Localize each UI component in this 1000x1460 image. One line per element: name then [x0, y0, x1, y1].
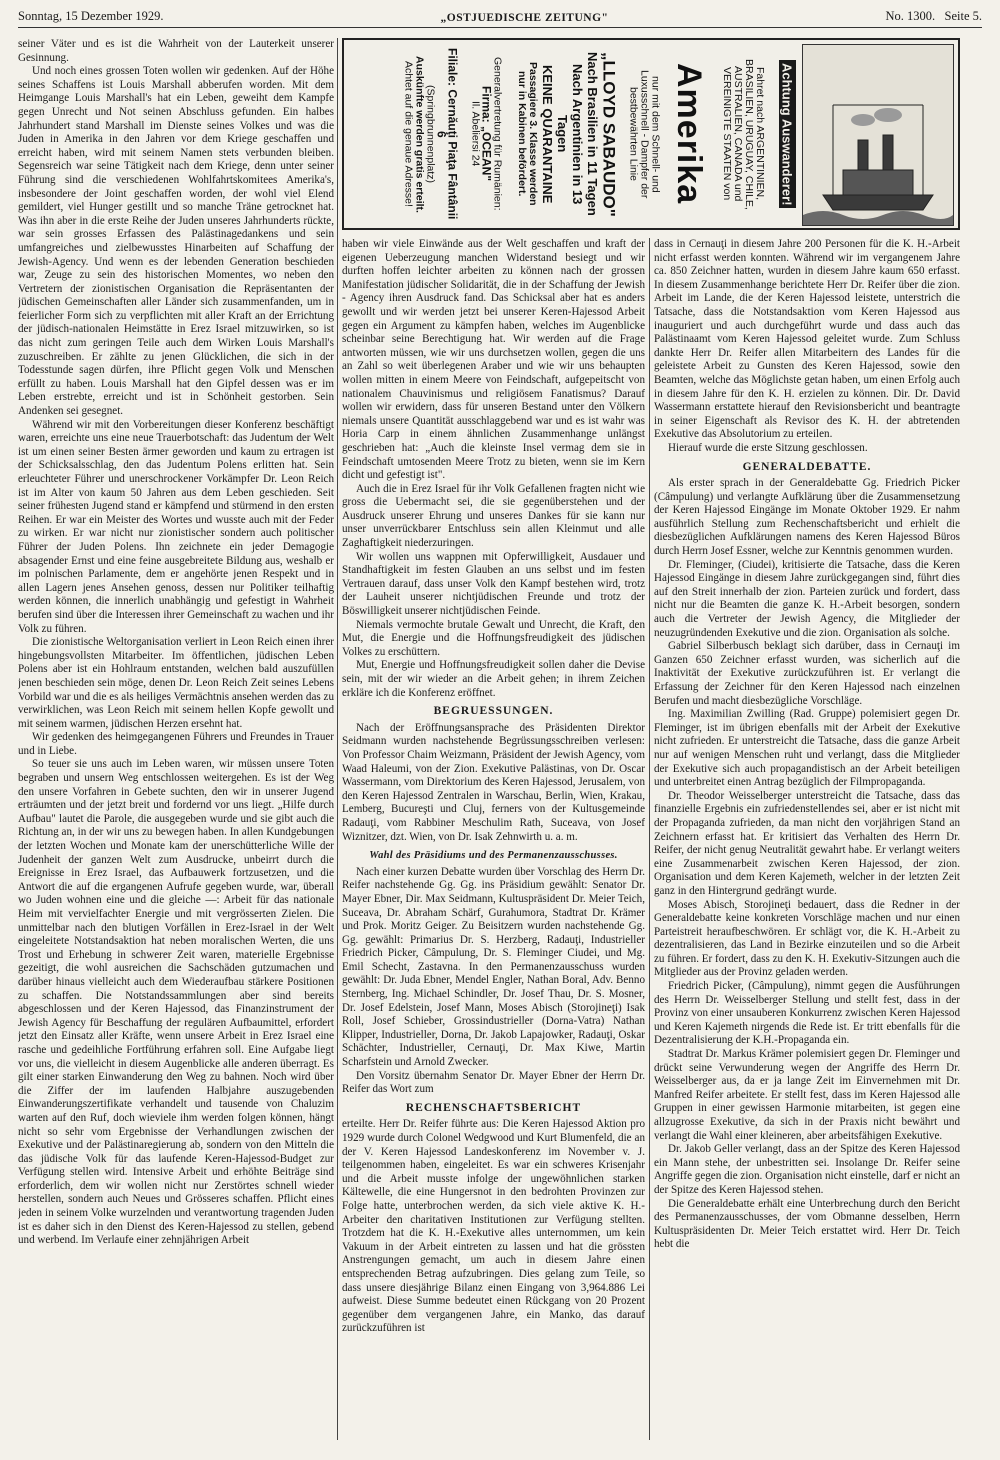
paragraph: Friedrich Picker, (Câmpulung), nimmt gegen die Ausführungen des Herrn Dr. Weisselberger Stellung und stellt fest, dass in der Provinz von einer unsauberen Konkurrenz zwischen Keren Hajessod und Keren Kajemeth nirgends die Rede ist. Er tritt ebenfalls für die Dezentralisierung der K.H.-Propaganda ein.: [654, 980, 960, 1047]
ship-icon: [803, 45, 953, 225]
paragraph: Dr. Theodor Weisselberger unterstreicht die Tatsache, dass das finanzielle Ergebnis ein zufriedenstellendes sei, aber er ist nicht mit der Propaganda zufrieden, da man nicht den vorjährigen Stand an Zeichnern erfasst hat. Er kritisiert das Verhalten des Herrn Dr. Reifer, der nicht genug Neutralität gewahrt habe. Er verlangt weiters eine Zusammenarbeit zwischen Keren Hajessod, der zion. Organisation und dem Keren Kajemeth, welcher in der letzten Zeit ganz in den Hintergrund gedrängt wurde.: [654, 789, 960, 897]
ad-line: Auskünfte werden gratis erteilt.: [413, 55, 426, 213]
ad-line: Passagiere 3. Klasse werden: [527, 62, 539, 206]
paragraph: Moses Abisch, Storojineţi bedauert, dass die Redner in der Generaldebatte keine konkreten Vorschläge machen und nur einen Parteistreit heraufbeschwören. Er schlägt vor, die K. H.-Arbeit zu dezentralisieren, das Land in Bezirke einzuteilen und so die Arbeit zu führen. Er fordert, dass zu den K. H. Exekutiv-Sitzungen auch die Mitglieder aus der Provinz geladen werden.: [654, 898, 960, 979]
ad-line: Achtet auf die genaue Adresse!: [402, 61, 415, 207]
issue-number-and-page: [885, 9, 982, 24]
ad-line: nur in Kabinen befördert.: [516, 71, 528, 197]
ad-line: Luxusschnell - Dampfer der: [638, 69, 651, 199]
paragraph: So teuer sie uns auch im Leben waren, wir müssen unsere Toten begraben und unsern Weg entschlossen weitergehen. Es ist der Weg den unsere Vorfahren in Gebete suchten, den wir in unserer Jugend erträumten und der jetzt breit und fordernd vor uns liegt. „Hilfe durch Aufbau" lautet die Parole, die ausgegeben wurde und sie gibt auch die Richtung an, in der wir uns zu bewegen haben. In allen Kundgebungen der letzten Wochen und Monate kam der unerschütterliche Wille der Judenheit der ganzen Welt zum Ausdrucke, unbeirrt durch die Ereignisse in Erez Israel, das Aufbauwerk fortzusetzen, und die Antwort die auf die ergangenen Aufrufe gegeben wurde, war, überall wo Juden wohnen eine und die gleiche —: Arbeit für das nationale Heim mit vervielfachter Energie und mit vergrösserten Zielen. Die unmittelbar nach den blutigen Vorfällen in Erez-Israel in der Welt eingeleitete Notstandsaktion hat neben moralischen Werten, die uns Trost und Erhebung in schwerer Zeit waren, materielle Ergebnisse gezeitigt, die wohl ausreichen die Sachschäden gutzumachen und darüber hinaus vielleicht auch dem Wiederaufbau stärkere Positionen zu schaffen. Die Notstandssammlungen aber sind bereits abgeschlossen und der Keren Hajessod, das Finanzinstrument der Jewish Agency für Beschaffung der regulären Aufbaumittel, erfordert jetzt den Einsatz aller Kräfte, wenn unsere Arbeit in Erez Israel eine rasche und gedeihliche Fortführung erfahren soll. Eine Aufgabe liegt vor uns, die vielleicht in diesem Augenblicke alle anderen überragt. Es gilt einer starken Einwanderung den Weg zu bahnen. Noch wird über die Ziffer der im laufenden Halbjahre auszugebenden Einwanderungszertifikate verhandelt und tausende von Chaluzim warten auf den Ruf, doch wieviele ihm werden folgen können, hängt nicht so sehr vom Ergebnisse der Verhandlungen zwischen der Exekutive und der Palästinaregierung ab, sondern von den Mitteln die das jüdische Volk für das laufende Keren-Hajessod-Budget zur Verfügung stellen wird. Intensive Arbeit und erhöhte Beiträge sind erforderlich, dem wir wollen nicht nur Zerstörtes schnell wieder herstellen, sondern auch Neues und Grösseres schaffen. Pflicht eines jeden in seinem Volke wurzelnden und verantwortung tragenden Juden ist es daher sich in den Dienst des Keren-Hajessod zu stellen, gebend und werbend. Im Verlaufe einer zehnjährigen Arbeit: [18, 758, 334, 1247]
ad-banner-text: Achtung Auswanderer!: [779, 60, 796, 209]
paragraph: Wir gedenken des heimgegangenen Führers und Freundes in Trauer und in Liebe.: [18, 731, 334, 757]
section-heading: GENERALDEBATTE.: [742, 460, 872, 473]
ad-line-name: [598, 44, 620, 224]
column-3: [654, 238, 960, 1440]
section-heading: BEGRUESSUNGEN.: [433, 705, 554, 718]
paragraph: Nach der Eröffnungsansprache des Präsidenten Direktor Seidmann wurden nachstehende Begrüssungsschreiben verlesen: Von Professor Chaim Weizmann, Präsident der Jewish Agency, vom Waad Haleumi, von der Zion. Exekutive Palästinas, von Dr. Oscar Wassermann, vom Direktorium des Keren Hajessod, Jerusalem, von den Keren Hajessod Zentralen in Warschau, Berlin, Wien, Krakau, Lemberg, Bucureşti und Cluj, ferners von der Kultusgemeinde Radauţi, vom Rabbiner Meschulim Rath, Suceava, von Josef Wiznitzer, dzt. Wien, von Dr. Isak Zehnwirth u. a. m.: [342, 721, 645, 843]
ad-line: VEREINIGTE STAATEN von: [721, 67, 733, 201]
ad-line: BRASILIEN, URUGUAY, CHILE,: [743, 58, 755, 210]
ad-passage: [512, 44, 542, 224]
paragraph: Dr. Fleminger, (Ciudei), kritisierte die Tatsache, dass die Keren Hajessod Eingänge in diesem Jahre zurückgegangen sind, führt dies auf den Streit innerhalb der zion. Parteien zurück und fordert, dass nicht nur die Beamten die ganze K. H.-Arbeit besorgen, sondern auch die Vertreter der Jewish Agency, die Mitglieder der neuzugründenden Exekutive und die zion. Organisation als solche.: [654, 558, 960, 639]
column-1: [18, 38, 334, 1440]
paragraph: haben wir viele Einwände aus der Welt geschaffen und kraft der eigenen Ueberzeugung manchen Widerstand besiegt und wir durften hoffen leichter arbeiten zu können nach der grossen Manifestation jüdischer Solidarität, die in der Schaffung der Jewish - Agency ihren Ausdruck fand. Das Schicksal aber hat es anders gewollt und wir werden jetzt bei unserer Keren-Hajessod Arbeit gegen ein Argument zu kämpfen haben, welches im Augenblicke scheinbar seine Berechtigung hat. Wir werden auf die Frage antworten müssen, wie wir uns durchsetzen wollen, gegen die uns an Zahl so weit überlegenen Araber und wie wir uns behaupten wollen mitten in einem Meere von Feindschaft, aufgepeitscht von nationalem Chauvinismus und religiösem Fanatismus? Darauf wollen wir erwidern, dass für unseren Bestand unter den Völkern niemals unsere Quantität ausschlaggebend war und es ist wahr was Horia Carp in einem ähnlichen Zusammenhange unlängst geschrieben hat: „Auch die kleinste Insel vermag dem sie in Feindschaft umtosenden Meere Trotz zu bieten, wenn sie im Kern dicht und gefestigt ist".: [342, 238, 645, 482]
paragraph: Die Generaldebatte erhält eine Unterbrechung durch den Bericht des Permanenzausschusses, der vom Obmanne desselben, Herrn Kultuspräsidenten Dr. Meier Teich erstattet wird. Herr Dr. Teich hebt die: [654, 1197, 960, 1251]
ad-country: [668, 44, 710, 224]
paragraph: erteilte. Herr Dr. Reifer führte aus: Die Keren Hajessod Aktion pro 1929 wurde durch Colonel Wedgwood und Kurt Blumenfeld, die an der V. Keren Hajessod Landeskonferenz im November v. J. teilgenommen haben, eingeleitet. Es war ein schweres Krisenjahr und die Arbeit musste infolge der ungewöhnlichen starken Kältewelle, die eine Hungersnot in den bedrohten Provinzen zur Folge hatte, unterbrochen werden, da sich viele aktive K. H.-Arbeiter den charitativen Institutionen zur Verfügung stellten. Trotzdem hat die K. H.-Exekutive alles unternommen, um kein Vakuum in der Arbeit eintreten zu lassen und hat die grössten Anstrengungen gemacht, um auch in diesem Jahre einen entsprechenden Betrag aufzubringen. Dies gelang zum Teile, so dass unsere diesjährige Bilanz einen Eingang von 3,964.886 Lei aufweist. Diese Summe bedeutet einen Rückgang von 20 Prozent gegenüber dem vergangenen Jahre, ein Manko, das darauf zurückzuführen ist: [342, 1118, 645, 1335]
ad-routes: [540, 44, 600, 224]
ad-intro: [624, 44, 664, 224]
ad-banner: [776, 44, 798, 224]
ad-line: KEINE QUARANTAINE: [540, 64, 555, 204]
paragraph: Und noch eines grossen Toten wollen wir gedenken. Auf der Höhe seines Schaffens ist Louis Marshall abberufen worden. Mit dem Heimgange Louis Marshall's hat ein Leben, geweiht dem Kampfe gegen Unrecht und Not seinen Abschluss gefunden. Ein halbes Jahrhundert stand Marshall im Dienste seines Volkes und was die Juden in Amerika in den Jahren vor dem Kriege geschaffen und erreicht haben, wird mit seinem Namen stets verbunden bleiben. Segensreich war seine Tätigkeit nach dem Kriege, denn unter seiner Führung sind die verschiedenen Wohlfahrtskomitees Amerika's, insbesondere der Joint geschaffen worden, der wohl viel Elend gemildert, viel Hunger gestillt und so manche Träne getrocknet hat. Was ihn aber in die erste Reihe der Juden unseres Jahrhunderts rückte, war sein grosses Erfassen des Palästinagedankens und sein umfangreiches und zielbewusstes Hinarbeiten auf Schaffung der Jewish-Agency. Und wenn es der lebenden Generation beschieden war, Zeuge zu sein des historischen Momentes, wo neben den Vertretern der zionistischen Organisation die Repräsentanten der jüdischen Gemeinschaften aller Länder sich zusammenfanden, um in feierlicher Form sich zu verpflichten mit aller Kraft an der Errichtung der jüdisch-nationalen Heimstätte in Erez Israel mitzuwirken, so ist das nicht zum geringen Teile auch dem Wirken Louis Marshall's zuzuschreiben. Er zählte zu jenen Glücklichen, die sich in der Todesstunde sagen dürfen, ihre Pflicht gegen Volk und Menschen erfüllt zu haben. Louis Marshall hat den Gipfel dessen was er im Leben erstrebte, erreicht und ist in Schönheit gestorben. Sein Andenken sei gesegnet.: [18, 65, 334, 418]
ad-line: Generalvertretung für Rumänien:: [491, 57, 504, 211]
paragraph: dass in Cernauţi in diesem Jahre 200 Personen für die K. H.-Arbeit nicht erfasst werden konnten. Während wir im vergangenem Jahre ca. 850 Zeichner hatten, wurden in diesem Jahre kaum 650 erfasst. In diesem Zusammenhange berichtete Herr Dr. Reifer über die zion. Arbeit im Lande, die der Keren Hajessod leistete, unterstrich die Tatsache, dass die Notstandsaktion vom Keren Hajessod aus inauguriert und auch durchgeführt wurde und dass auch das Palästinaamt vom Keren Hajessod geleitet wurde. Zum Schluss dankte Herr Dr. Reifer allen Mitarbeitern des Landes für die geleistete Arbeit zu Gunsten des Keren Hajessod, sowie den Beamten, welche das Möglichste getan haben, um einen Erfolg auch in diesem Jahre für den K. H. erzielen zu können. Dir. Dr. David Wassermann erstattete hierauf den Revisionsbericht und beantragte in seiner Eigenschaft als Revisor des K. H. der abtretenden Exekutive das Absolutorium zu erteilen.: [654, 238, 960, 441]
paragraph: Dr. Jakob Geller verlangt, dass an der Spitze des Keren Hajessod ein Mann stehe, der unbestritten sei. Insolange Dr. Reifer seine Angriffe gegen die zion. Organisation nicht einstelle, darf er nicht an der Spitze des Keren Hajessod stehen.: [654, 1143, 960, 1196]
ad-line: Il. Abeliersi 24: [469, 101, 482, 167]
paragraph: Hierauf wurde die erste Sitzung geschlossen.: [668, 441, 868, 454]
ad-line: nur mit dem Schnell- und: [649, 75, 662, 193]
ad-line: bestbewährten Linie: [627, 87, 640, 181]
issue-number: No. 1300.: [885, 9, 936, 23]
ad-line: Nach Brasilien in 11 Tagen: [585, 52, 600, 216]
paragraph: Niemals vermochte brutale Gewalt und Unrecht, die Kraft, den Mut, die Energie und die Hoffnungsfreudigkeit des jüdischen Volkes zu erschüttern.: [342, 618, 645, 658]
paragraph: Wir wollen uns wappnen mit Opferwilligkeit, Ausdauer und Standhaftigkeit im festen Glauben an uns selbst und im festen Vertrauen darauf, dass unser Volk den Kampf bestehen wird, trotz der Lauheit unserer nichtjüdischen Freunde und trotz der Böswilligkeit unserer nichtjüdischen Feinde.: [342, 550, 645, 618]
paragraph: Mut, Energie und Hoffnungsfreudigkeit sollen daher die Devise sein, mit der wir wieder an die Arbeit gehen; in ihrem Zeichen erkläre ich die Konferenz eröffnet.: [342, 659, 645, 699]
paragraph: Als erster sprach in der Generaldebatte Gg. Friedrich Picker (Câmpulung) und verlangte Aufklärung über die Zusammensetzung der Keren Hajessod Eingänge im Monate Oktober 1929. Er nahm ausführlich Stellung zum Rechenschaftsbericht und erhielt die diesbezüglichen Aufklärungen namens des Keren Hajessod Büros durch Herrn Josef Essner, welche zur Kenntnis genommen wurden.: [654, 477, 960, 558]
page-header: [18, 2, 982, 28]
ad-country-text: Amerika: [670, 63, 708, 205]
paragraph: Während wir mit den Vorbereitungen dieser Konferenz beschäftigt waren, erreichte uns eine neue Trauerbotschaft: das Judentum der Welt ist um einen seiner Besten ärmer geworden und kaum zu ertragen ist der Schicksalsschlag, den das Judentum Polens erlitten hat. Sein erleuchteter Führer und unerschrockener Vorkämpfer Dr. Leon Reich ist im Alter von kaum 50 Jahren aus dem Leben geschieden. Seit seiner frühesten Jugend stand er kämpfend und stürmend in den ersten Reihen. Er war ein Meister des Wortes und wusste auch mit der Feder zu wirken. Er war nicht nur zionistischer sondern auch politischer Führer der Juden Polens. Ihn zeichnete ein jeder Demagogie absagender Ernst und eine feine ausgebreitete Bildung aus, weshalb er im polnischen Parlamente, dem er angehörte jenen Respekt und in allen Lagern jenes Ansehen genoss, dessen nur Politiker teilhaftig werden können, die innerlich unabhängig und gefestigt in Wahrheit berufen sind über die Interessen ihrer Gemeinschaft zu wachen und ihr Volk zu führen.: [18, 418, 334, 635]
masthead: „OSTJUEDISCHE ZEITUNG": [440, 12, 609, 24]
ad-line: AUSTRALIEN, CANADA und: [732, 66, 744, 202]
ad-line: Nach Argentinien in 13 Tagen: [555, 63, 585, 205]
paragraph: Stadtrat Dr. Markus Krämer polemisiert gegen Dr. Fleminger und drückt seine Verwunderung wegen der Angriffe des Herrn Dr. Weisselberger aus, da er ja lange Zeit im Einvernehmen mit Dr. Manfred Reifer arbeitete. Er stellt fest, dass im Keren Hajessod alle Gruppen in einer gewissen Harmonie mitarbeiten, ist gegen eine allzugrosse Exekutive, da sich in der Praxis nicht bewährt und verlangt die Wahl einer kleineren, aber arbeitsfähigen Exekutive.: [654, 1048, 960, 1142]
ad-agency: [464, 44, 508, 224]
paragraph: seiner Väter und es ist die Wahrheit von der Lauterkeit unserer Gesinnung.: [18, 38, 334, 64]
paragraph: Ing. Maximilian Zwilling (Rad. Gruppe) polemisiert gegen Dr. Fleminger, ist im übrigen ebenfalls mit der Arbeit der Exekutive nicht zufrieden. Er unterstreicht die Tatsache, dass die ganze Arbeit nur auf wenigen Menschen ruht und verlangt, dass die Mitglieder der Exekutive sich auch propagandistisch an der Arbeit beteiligen und unterbreitet einen Antrag bezüglich der Filmpropaganda.: [654, 708, 960, 789]
ad-destinations: [714, 44, 772, 224]
paragraph: Gabriel Silberbusch beklagt sich darüber, dass in Cernauţi im Ganzen 650 Zeichner erfasst wurden, was sicherlich auf die Inaktivität der Exekutive zurückzuführen ist. Er verlangt die Erfassung der Zeichner für den Keren Hajessod nach einzelnen Berufen und macht diesbezügliche Vorschläge.: [654, 640, 960, 707]
ad-line: Firma: „OCEAN": [479, 86, 494, 182]
paragraph: Auch die in Erez Israel für ihr Volk Gefallenen fragten nicht wie gross die Uebermacht sei, die sie gegenüberstehen und der Ausdruck unserer Ehrung und unseres Dankes für sie kann nur unser unverrückbarer Entschluss sein allen Kleinmut und alle Zaghaftigkeit niederzuringen.: [342, 482, 645, 550]
section-heading: Wahl des Präsidiums und des Permanenzausschusses.: [369, 850, 618, 862]
ad-line: Fahret nach ARGENTINIEN,: [754, 67, 766, 201]
paragraph: Nach einer kurzen Debatte wurden über Vorschlag des Herrn Dr. Reifer nachstehende Gg. Gg. ins Präsidium gewählt: Senator Dr. Mayer Ebner, Dir. Max Seidmann, Kultuspräsident Dr. Meier Teich, Suceava, Dr. Abraham Schärf, Gurahumora, Stadtrat Dr. Krämer und Prok. Moritz Geiger. Zu Beisitzern wurden nachstehende Gg. Gg. gewählt: Primarius Dr. S. Herzberg, Radauţi, Industrieller Friedrich Picker, Câmpulung, Dr. S. Fleminger Ciudei, und Mg. Emil Schecht, Zastavna. In den Permanenzausschuss wurden gewählt: Dr. Juda Ebner, Mendel Engler, Nathan Boral, Adv. Benno Sternberg, Ing. Michael Schindler, Dr. Josef Thau, Dr. S. Mosner, Dr. Josef Edelstein, Josef Mann, Moses Abisch (Storojineţi) Isak Roll, Josef Schieber, Grossindustrieller (Dorna-Vatra) Nathan Klipper, Industrieller, Dorna, Dr. Jakob Lapajowker, Radauţi, Oskar Schächter, Industrieller, Cernauţi, Dr. Max Kiwe, Martin Scharfstein und Arnold Zwecker.: [342, 865, 645, 1069]
column-divider: [649, 238, 650, 1440]
ad-line-name-text: „LLOYD SABAUDO": [599, 51, 619, 217]
page-number: Seite 5.: [944, 9, 982, 23]
emigration-advertisement: [342, 38, 960, 230]
paragraph: Den Vorsitz übernahm Senator Dr. Mayer Ebner der Herrn Dr. Reifer das Wort zum: [342, 1069, 645, 1096]
ad-line: (Springbrunnenplatz): [424, 84, 437, 184]
ship-illustration: [802, 44, 954, 226]
column-divider: [337, 38, 338, 1440]
ad-line: Filiale: Cernăuţi Piaţa Fântânii 6: [434, 48, 460, 220]
paragraph: Die zionistische Weltorganisation verliert in Leon Reich einen ihrer hingebungsvollsten Mitarbeiter. Im öffentlichen, jüdischen Leben Polens aber ist ein Hohlraum entstanden, welchen bald auszufüllen jenen beschieden sein möge, denen Dr. Leon Reich Zeit seines Lebens Vorbild war und die es als heiliges Vermächtnis ansehen werden das zu verwirklichen, was Leon Reich mit seinem hellen Kopfe gewollt und mit seinem warmen, jüdischen Herzen ersehnt hat.: [18, 636, 334, 730]
section-heading: RECHENSCHAFTSBERICHT: [405, 1101, 582, 1114]
ad-branch: [400, 44, 460, 224]
issue-date: Sonntag, 15 Dezember 1929.: [18, 9, 164, 23]
column-2: [342, 238, 645, 1440]
